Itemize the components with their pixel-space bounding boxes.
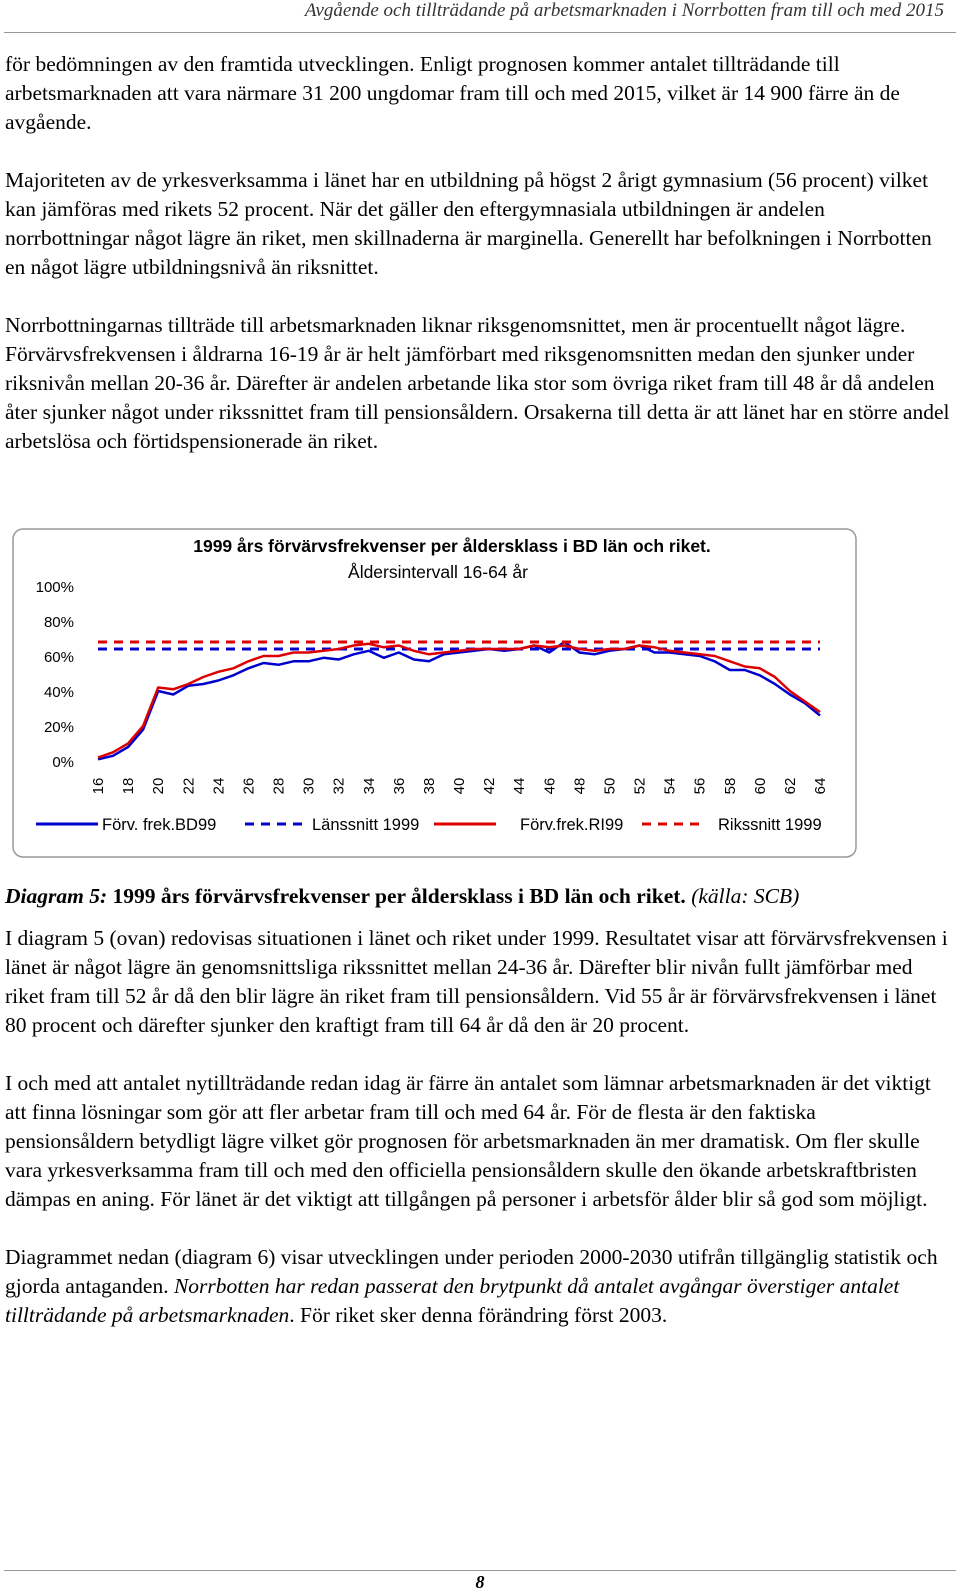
- paragraph-1: för bedömningen av den framtida utvecklingen. Enligt prognosen kommer antalet tillträdande till arbetsmarknaden att vara närmare 31 200 ungdomar fram till och med 2015, vilket är 14 900 färre än de avgående.: [5, 52, 900, 134]
- legend-label-1: Länssnitt 1999: [312, 816, 420, 834]
- y-tick-label: 100%: [35, 579, 74, 596]
- paragraph-6-part1: Diagrammet nedan (diagram 6) visar utvecklingen under perioden 2000-2030 utifrån tillgänglig statistik och gjorda antaganden.: [5, 1245, 938, 1298]
- x-tick-label: 40: [451, 777, 468, 795]
- diagram-caption: [5, 882, 799, 911]
- paragraph-6-italic: Norrbotten har redan passerat den brytpunkt då antalet avgångar överstiger antalet tillträdande på arbetsmarknaden: [5, 1274, 900, 1327]
- chart-title: 1999 års förvärvsfrekvenser per åldersklass i BD län och riket.: [193, 536, 711, 556]
- chart-subtitle: Åldersintervall 16-64 år: [348, 562, 528, 582]
- y-tick-label: 40%: [43, 684, 74, 701]
- paragraph-2: Majoriteten av de yrkesverksamma i länet har en utbildning på högst 2 årigt gymnasium (56 procent) vilket kan jämföras med rikets 52 procent. När det gäller den eftergymnasiala utbildningen är andelen norrbottningar något lägre än riket, men skillnaderna är marginella. Generellt har befolkningen i Norrbotten en något lägre utbildningsnivå än riksnittet.: [5, 168, 932, 279]
- x-tick-label: 34: [360, 777, 378, 795]
- line-chart: [12, 528, 857, 858]
- y-tick-label: 60%: [43, 649, 74, 666]
- paragraph-4: I diagram 5 (ovan) redovisas situationen i länet och riket under 1999. Resultatet visar att förvärvsfrekvensen i länet är något lägre än genomsnittsliga rikssnittet mellan 24-36 år. Därefter blir nivån fullt jämförbar med riket fram till 52 år då den blir lägre än riket fram till pensionsåldern. Vid 55 år är förvärvsfrekvensen i länet 80 procent och därefter sjunker den kraftigt fram till 64 år då den är 20 procent.: [5, 926, 948, 1037]
- footer-divider: [4, 1570, 956, 1571]
- x-tick-label: 30: [300, 777, 318, 795]
- paragraph-6-part3: . För riket sker denna förändring först 2003.: [289, 1303, 668, 1327]
- x-tick-label: 42: [481, 777, 499, 795]
- x-tick-label: 62: [781, 777, 799, 795]
- x-tick-label: 58: [721, 777, 739, 795]
- x-tick-label: 44: [511, 777, 529, 795]
- page-number: 8: [475, 1572, 485, 1592]
- y-tick-label: 80%: [43, 614, 74, 631]
- caption-title: 1999 års förvärvsfrekvenser per åldersklass i BD län och riket.: [112, 884, 686, 908]
- paragraph-6: [5, 1243, 950, 1330]
- x-tick-label: 28: [270, 777, 288, 795]
- x-tick-label: 46: [541, 777, 559, 795]
- legend-label-3: Rikssnitt 1999: [718, 816, 822, 834]
- running-header: Avgående och tillträdande på arbetsmarknaden i Norrbotten fram till och med 2015: [304, 0, 944, 21]
- x-tick-label: 56: [691, 777, 709, 795]
- x-tick-label: 22: [180, 777, 198, 795]
- paragraph-3: Norrbottningarnas tillträde till arbetsmarknaden liknar riksgenomsnittet, men är procentuellt något lägre. Förvärvsfrekvensen i åldrarna 16-19 år är helt jämförbart med riksgenomsnitten medan den sjunker under riksnivån mellan 20-36 år. Därefter är andelen arbetande lika stor som övriga riket fram till 48 år då andelen åter sjunker något under rikssnittet fram till pensionsåldern. Orsakerna till detta är att länet har en större andel arbetslösa och förtidspensionerade än riket.: [5, 313, 950, 453]
- x-tick-label: 16: [90, 777, 107, 795]
- x-tick-label: 18: [120, 777, 138, 795]
- bottom-text-block: [5, 924, 950, 1359]
- x-tick-label: 54: [661, 777, 679, 795]
- y-tick-label: 20%: [43, 719, 74, 736]
- caption-source: (källa: SCB): [691, 884, 800, 908]
- x-tick-label: 48: [571, 777, 589, 795]
- legend-label-0: Förv. frek.BD99: [102, 816, 217, 834]
- x-tick-label: 64: [812, 777, 829, 795]
- x-tick-label: 24: [210, 777, 228, 795]
- x-tick-label: 32: [330, 777, 348, 795]
- paragraph-5: I och med att antalet nytillträdande redan idag är färre än antalet som lämnar arbetsmarknaden är det viktigt att finna lösningar som gör att fler arbetar fram till och med 64 år. För de flesta är den faktiska pensionsåldern betydligt lägre vilket gör prognosen för arbetsmarknaden än mer dramatisk. Om fler skulle vara yrkesverksamma fram till och med den officiella pensionsåldern skulle den ökande arbetskraftbristen dämpas en aning. För länet är det viktigt att tillgången på personer i arbetsför ålder blir så god som möjligt.: [5, 1071, 931, 1211]
- x-tick-label: 20: [150, 777, 168, 795]
- legend-label-2: Förv.frek.RI99: [520, 816, 624, 834]
- x-tick-label: 50: [601, 777, 619, 795]
- chart-container: [12, 528, 857, 858]
- x-tick-label: 26: [240, 777, 258, 795]
- x-tick-label: 60: [751, 777, 769, 795]
- x-tick-label: 38: [420, 777, 438, 795]
- x-tick-label: 52: [631, 777, 649, 795]
- x-tick-label: 36: [390, 777, 408, 795]
- header-divider: [4, 32, 956, 33]
- top-text-block: [5, 50, 950, 485]
- caption-label: Diagram 5:: [5, 884, 108, 908]
- y-tick-label: 0%: [52, 754, 74, 771]
